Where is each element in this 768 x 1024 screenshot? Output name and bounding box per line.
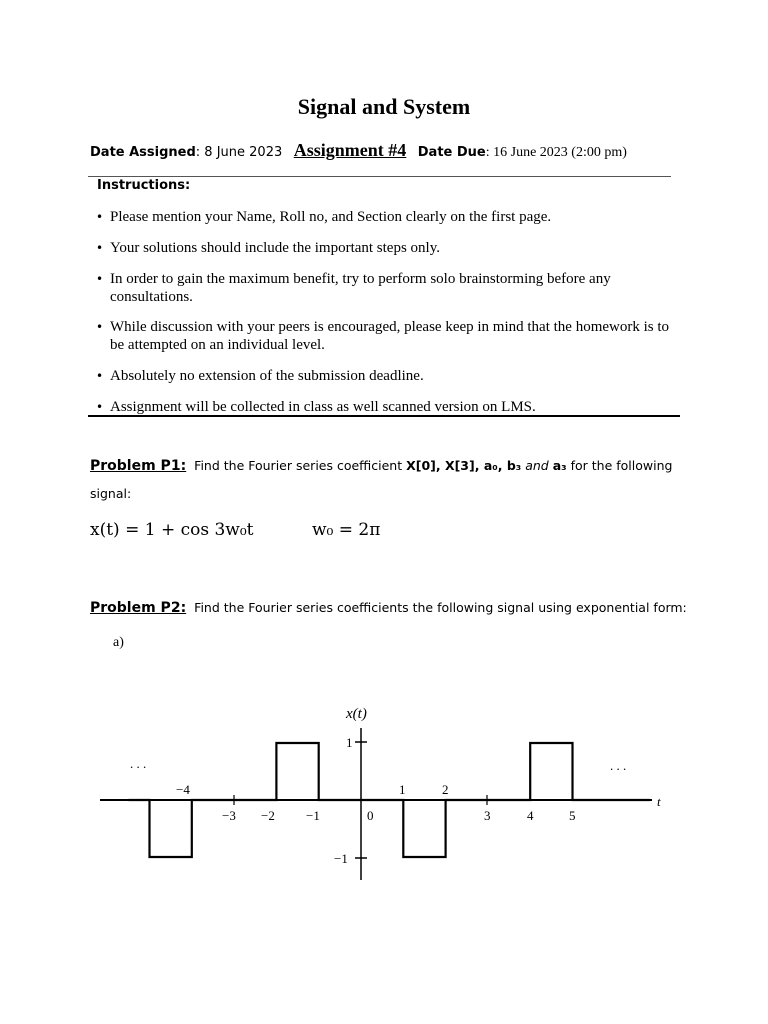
y-tick-label-1: 1 <box>346 735 353 750</box>
t-tick-label-2: 2 <box>442 782 449 797</box>
instruction-item <box>96 208 681 226</box>
instruction-item <box>96 367 681 385</box>
bullet-icon: • <box>96 320 104 334</box>
problem-p2-heading: Problem P2: <box>90 600 187 616</box>
date-due-label: Date Due <box>417 145 486 160</box>
instruction-item <box>96 318 681 354</box>
bullet-icon: • <box>96 369 104 383</box>
instruction-item <box>96 398 681 416</box>
t-tick-label-3: 3 <box>484 808 491 823</box>
problem-p1-text-line2: signal: <box>90 486 132 501</box>
fundamental-frequency: w₀ = 2π <box>312 520 381 540</box>
instruction-text: Your solutions should include the important steps only. <box>110 240 440 256</box>
assignment-meta-row <box>90 140 690 161</box>
bullet-icon: • <box>96 241 104 255</box>
document-title: Signal and System <box>297 94 471 119</box>
y-tick-label-neg1: −1 <box>334 851 348 866</box>
instruction-text: Absolutely no extension of the submission deadline. <box>110 368 424 384</box>
header-divider <box>88 176 671 177</box>
t-tick-label-5: 5 <box>569 808 576 823</box>
signal-equation: x(t) = 1 + cos 3w₀t <box>90 520 254 540</box>
instruction-text: Please mention your Name, Roll no, and Section clearly on the first page. <box>110 209 552 225</box>
t-tick-label-neg2: −2 <box>261 808 275 823</box>
t-tick-label-neg1: −1 <box>306 808 320 823</box>
problem-p1-coefficients: X[0], X[3], a₀, b₃ <box>406 458 522 473</box>
ellipsis-right: . . . <box>610 758 627 773</box>
t-tick-label-0: 0 <box>367 808 374 823</box>
signal-waveform-figure <box>0 690 768 890</box>
bullet-icon: • <box>96 210 104 224</box>
instructions-heading: Instructions: <box>97 178 191 193</box>
part-a-label: a) <box>113 635 124 650</box>
problem-p1-statement <box>90 458 690 474</box>
problem-p1-coefficient-a3: a₃ <box>552 458 567 473</box>
date-due-value: : 16 June 2023 (2:00 pm) <box>485 145 627 160</box>
problem-p2-statement <box>90 600 687 616</box>
t-tick-label-neg3: −3 <box>222 808 236 823</box>
t-tick-label-neg4: −4 <box>176 782 190 797</box>
ellipsis-left: . . . <box>130 756 147 771</box>
problem-p2-text: Find the Fourier series coefficients the following signal using exponential form: <box>194 600 687 615</box>
t-tick-label-4: 4 <box>527 808 534 823</box>
problem-p1-and: and <box>521 458 553 473</box>
instruction-text: Assignment will be collected in class as well scanned version on LMS. <box>110 399 536 415</box>
t-tick-label-1: 1 <box>399 782 406 797</box>
instruction-item <box>96 270 681 306</box>
y-axis-label: x(t) <box>346 706 367 722</box>
bullet-icon: • <box>96 272 104 286</box>
problem-p1-heading: Problem P1: <box>90 458 187 474</box>
problem-p1-text: Find the Fourier series coefficient <box>194 458 407 473</box>
instruction-item <box>96 239 681 257</box>
instructions-divider <box>88 415 680 417</box>
date-assigned-value: : 8 June 2023 <box>195 145 283 160</box>
bullet-icon: • <box>96 400 104 414</box>
instruction-text: While discussion with your peers is encouraged, please keep in mind that the homework is to be attempted on an individual level. <box>110 319 670 353</box>
t-axis-label: t <box>657 794 661 809</box>
signal-waveform-line <box>128 743 650 857</box>
instruction-text: In order to gain the maximum benefit, try to perform solo brainstorming before any consultations. <box>110 271 611 305</box>
problem-p1-text-after: for the following <box>566 458 673 473</box>
date-assigned-label: Date Assigned <box>90 145 196 160</box>
assignment-number: Assignment #4 <box>293 140 407 160</box>
